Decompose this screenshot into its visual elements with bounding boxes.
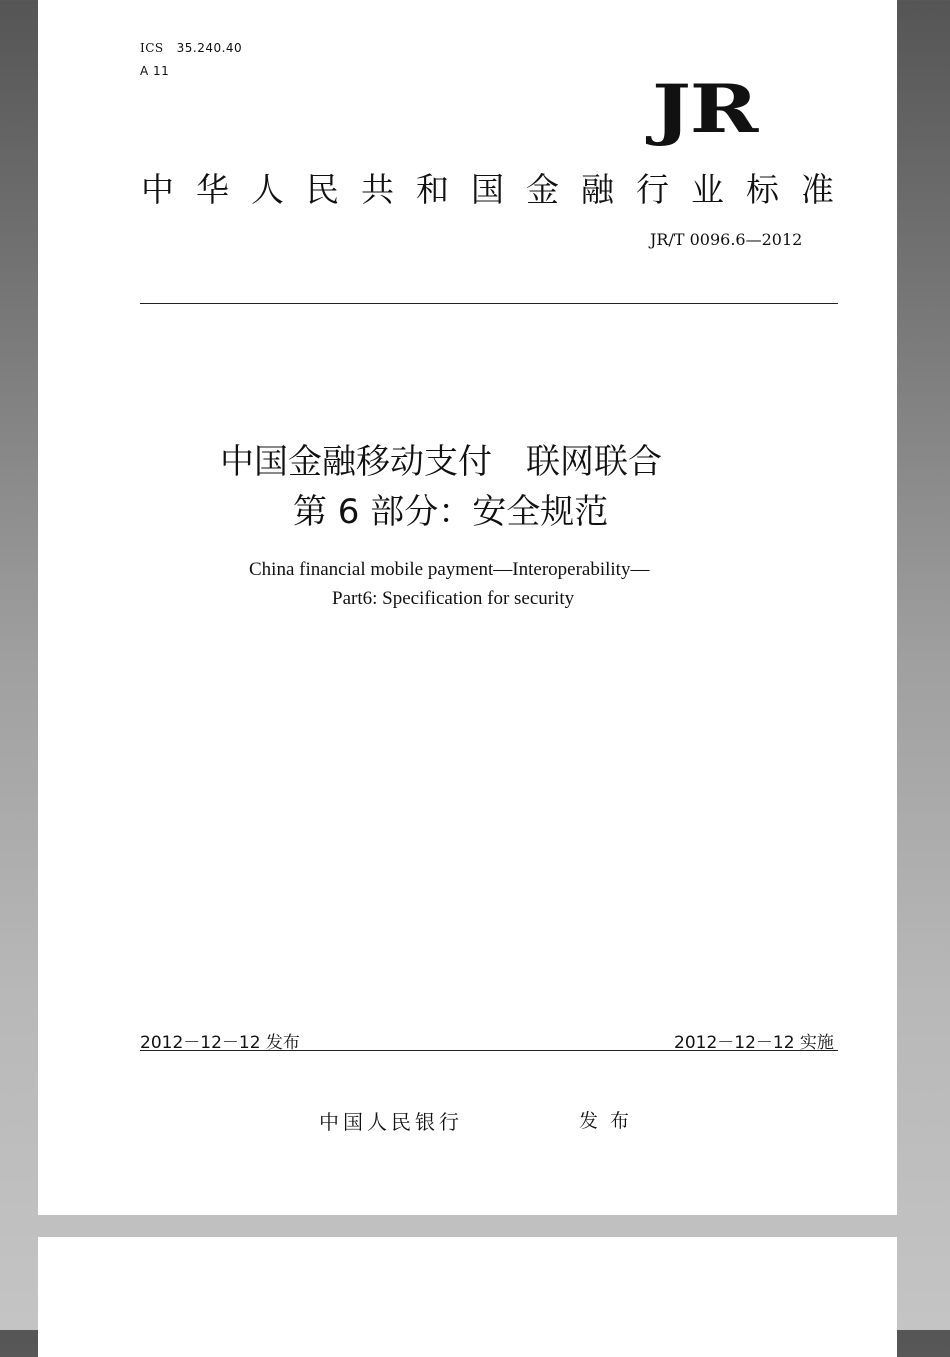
next-page xyxy=(38,1237,897,1357)
issue-label: 发布 xyxy=(579,1110,642,1132)
date-divider xyxy=(140,1050,838,1051)
ics-line xyxy=(140,41,242,55)
ics-label: ICS xyxy=(140,41,164,55)
header-divider xyxy=(140,303,838,304)
document-title-zh-line1: 中国金融移动支付 联网联合 xyxy=(220,442,662,482)
publish-date: 2012－12－12 发布 xyxy=(140,1033,300,1053)
jr-logo: JR xyxy=(652,70,758,148)
ics-code: 35.240.40 xyxy=(176,41,243,55)
standard-category-title: 中华人民共和国金融行业标准 xyxy=(141,170,856,209)
issuer-name: 中国人民银行 xyxy=(319,1110,463,1134)
class-code: A 11 xyxy=(140,64,170,78)
document-title-en-line1: China financial mobile payment—Interoperability— xyxy=(249,559,650,580)
implement-date: 2012－12－12 实施 xyxy=(674,1033,834,1053)
document-title-en-line2: Part6: Specification for security xyxy=(332,588,575,609)
document-page xyxy=(38,0,897,1215)
document-title-zh-line2: 第 6 部分：安全规范 xyxy=(293,492,609,532)
standard-number: JR/T 0096.6—2012 xyxy=(650,230,803,249)
